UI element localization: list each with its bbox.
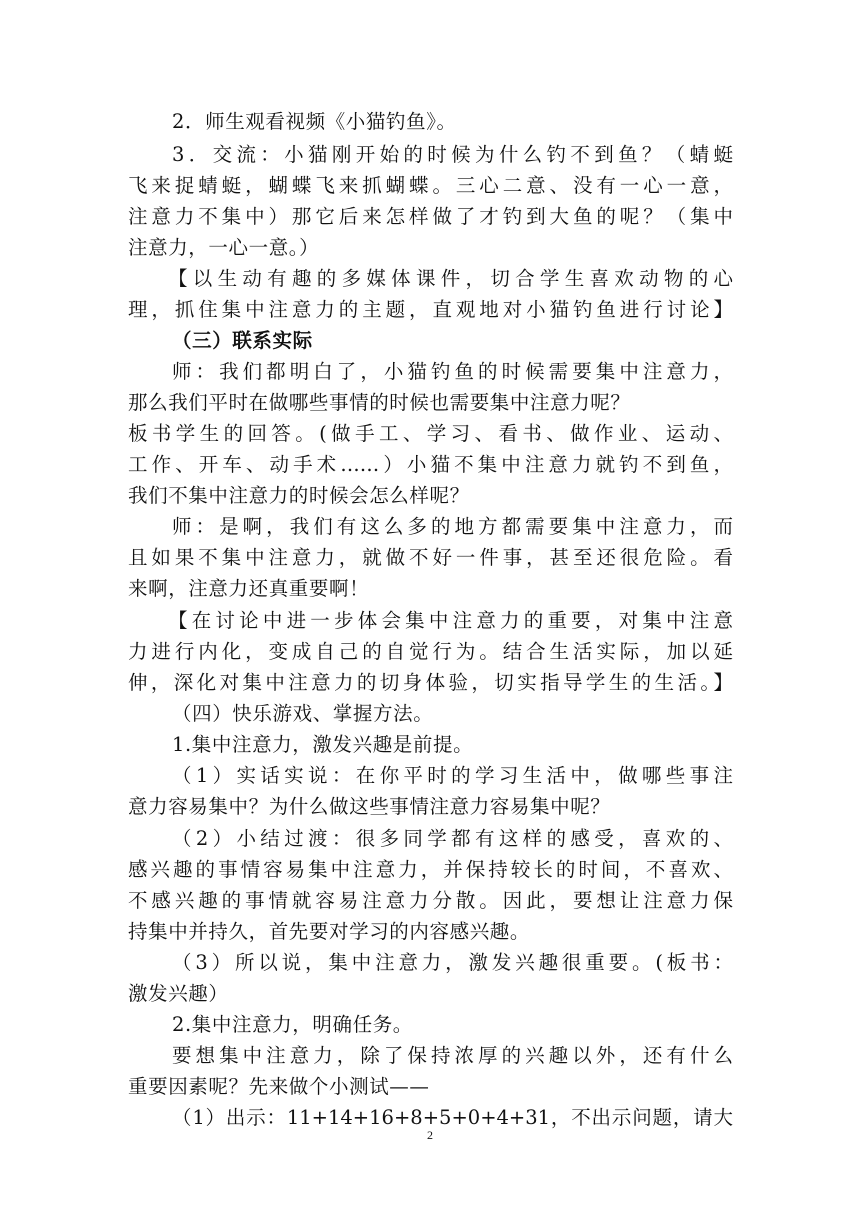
- text-line-2: 3．交流：小猫刚开始的时候为什么钓不到鱼？（蜻蜓: [172, 143, 733, 166]
- section-heading-3: （三）联系实际: [172, 329, 313, 352]
- text-line-17: 【在讨论中进一步体会集中注意力的重要，对集中注意: [168, 609, 733, 632]
- text-line-22: （1）实话实说：在你平时的学习生活中，做哪些事注: [172, 764, 733, 787]
- page-number: 2: [427, 1128, 433, 1142]
- text-line-19: 伸，深化对集中注意力的切身体验，切实指导学生的生活。】: [128, 671, 733, 694]
- text-line-28: （3）所以说，集中注意力，激发兴趣很重要。(板书：: [172, 951, 733, 974]
- text-line-33: （1）出示：11+14+16+8+5+0+4+31，不出示问题，请大: [172, 1106, 733, 1129]
- text-line-27: 持集中并持久，首先要对学习的内容感兴趣。: [128, 920, 531, 943]
- section-heading-4: （四）快乐游戏、掌握方法。: [172, 702, 434, 725]
- text-line-1: 2．师生观看视频《小猫钓鱼》。: [172, 110, 457, 133]
- text-line-25: 感兴趣的事情容易集中注意力，并保持较长的时间，不喜欢、: [128, 858, 733, 881]
- text-line-4: 注意力不集中）那它后来怎样做了才钓到大鱼的呢？（集中: [128, 205, 733, 228]
- text-line-32: 重要因素呢？先来做个小测试——: [128, 1075, 430, 1098]
- text-line-9: 师：我们都明白了，小猫钓鱼的时候需要集中注意力，: [172, 360, 733, 383]
- text-line-15: 且如果不集中注意力，就做不好一件事，甚至还很危险。看: [128, 546, 733, 569]
- text-line-23: 意力容易集中？为什么做这些事情注意力容易集中呢？: [128, 795, 611, 818]
- text-line-31: 要想集中注意力，除了保持浓厚的兴趣以外，还有什么: [172, 1044, 733, 1067]
- text-line-5: 注意力，一心一意。）: [128, 236, 320, 259]
- text-line-18: 力进行内化，变成自己的自觉行为。结合生活实际，加以延: [128, 640, 733, 663]
- text-line-30: 2.集中注意力，明确任务。: [172, 1013, 413, 1036]
- text-line-10: 那么我们平时在做哪些事情的时候也需要集中注意力呢？: [128, 391, 631, 414]
- text-line-6: 【以生动有趣的多媒体课件，切合学生喜欢动物的心: [168, 267, 733, 290]
- text-line-14: 师：是啊，我们有这么多的地方都需要集中注意力，而: [172, 515, 733, 538]
- text-line-12: 工作、开车、动手术……）小猫不集中注意力就钓不到鱼，: [128, 453, 733, 476]
- text-line-11: 板书学生的回答。(做手工、学习、看书、做作业、运动、: [128, 422, 733, 445]
- text-line-13: 我们不集中注意力的时候会怎么样呢？: [128, 484, 470, 507]
- text-line-24: （2）小结过渡：很多同学都有这样的感受，喜欢的、: [172, 827, 733, 850]
- text-line-21: 1.集中注意力，激发兴趣是前提。: [172, 733, 474, 756]
- text-line-26: 不感兴趣的事情就容易注意力分散。因此，要想让注意力保: [128, 889, 733, 912]
- text-line-29: 激发兴趣）: [128, 982, 229, 1005]
- text-line-7: 理，抓住集中注意力的主题，直观地对小猫钓鱼进行讨论】: [128, 298, 733, 321]
- text-line-3: 飞来捉蜻蜓，蝴蝶飞来抓蝴蝶。三心二意、没有一心一意，: [128, 174, 733, 197]
- text-line-16: 来啊，注意力还真重要啊！: [128, 577, 370, 600]
